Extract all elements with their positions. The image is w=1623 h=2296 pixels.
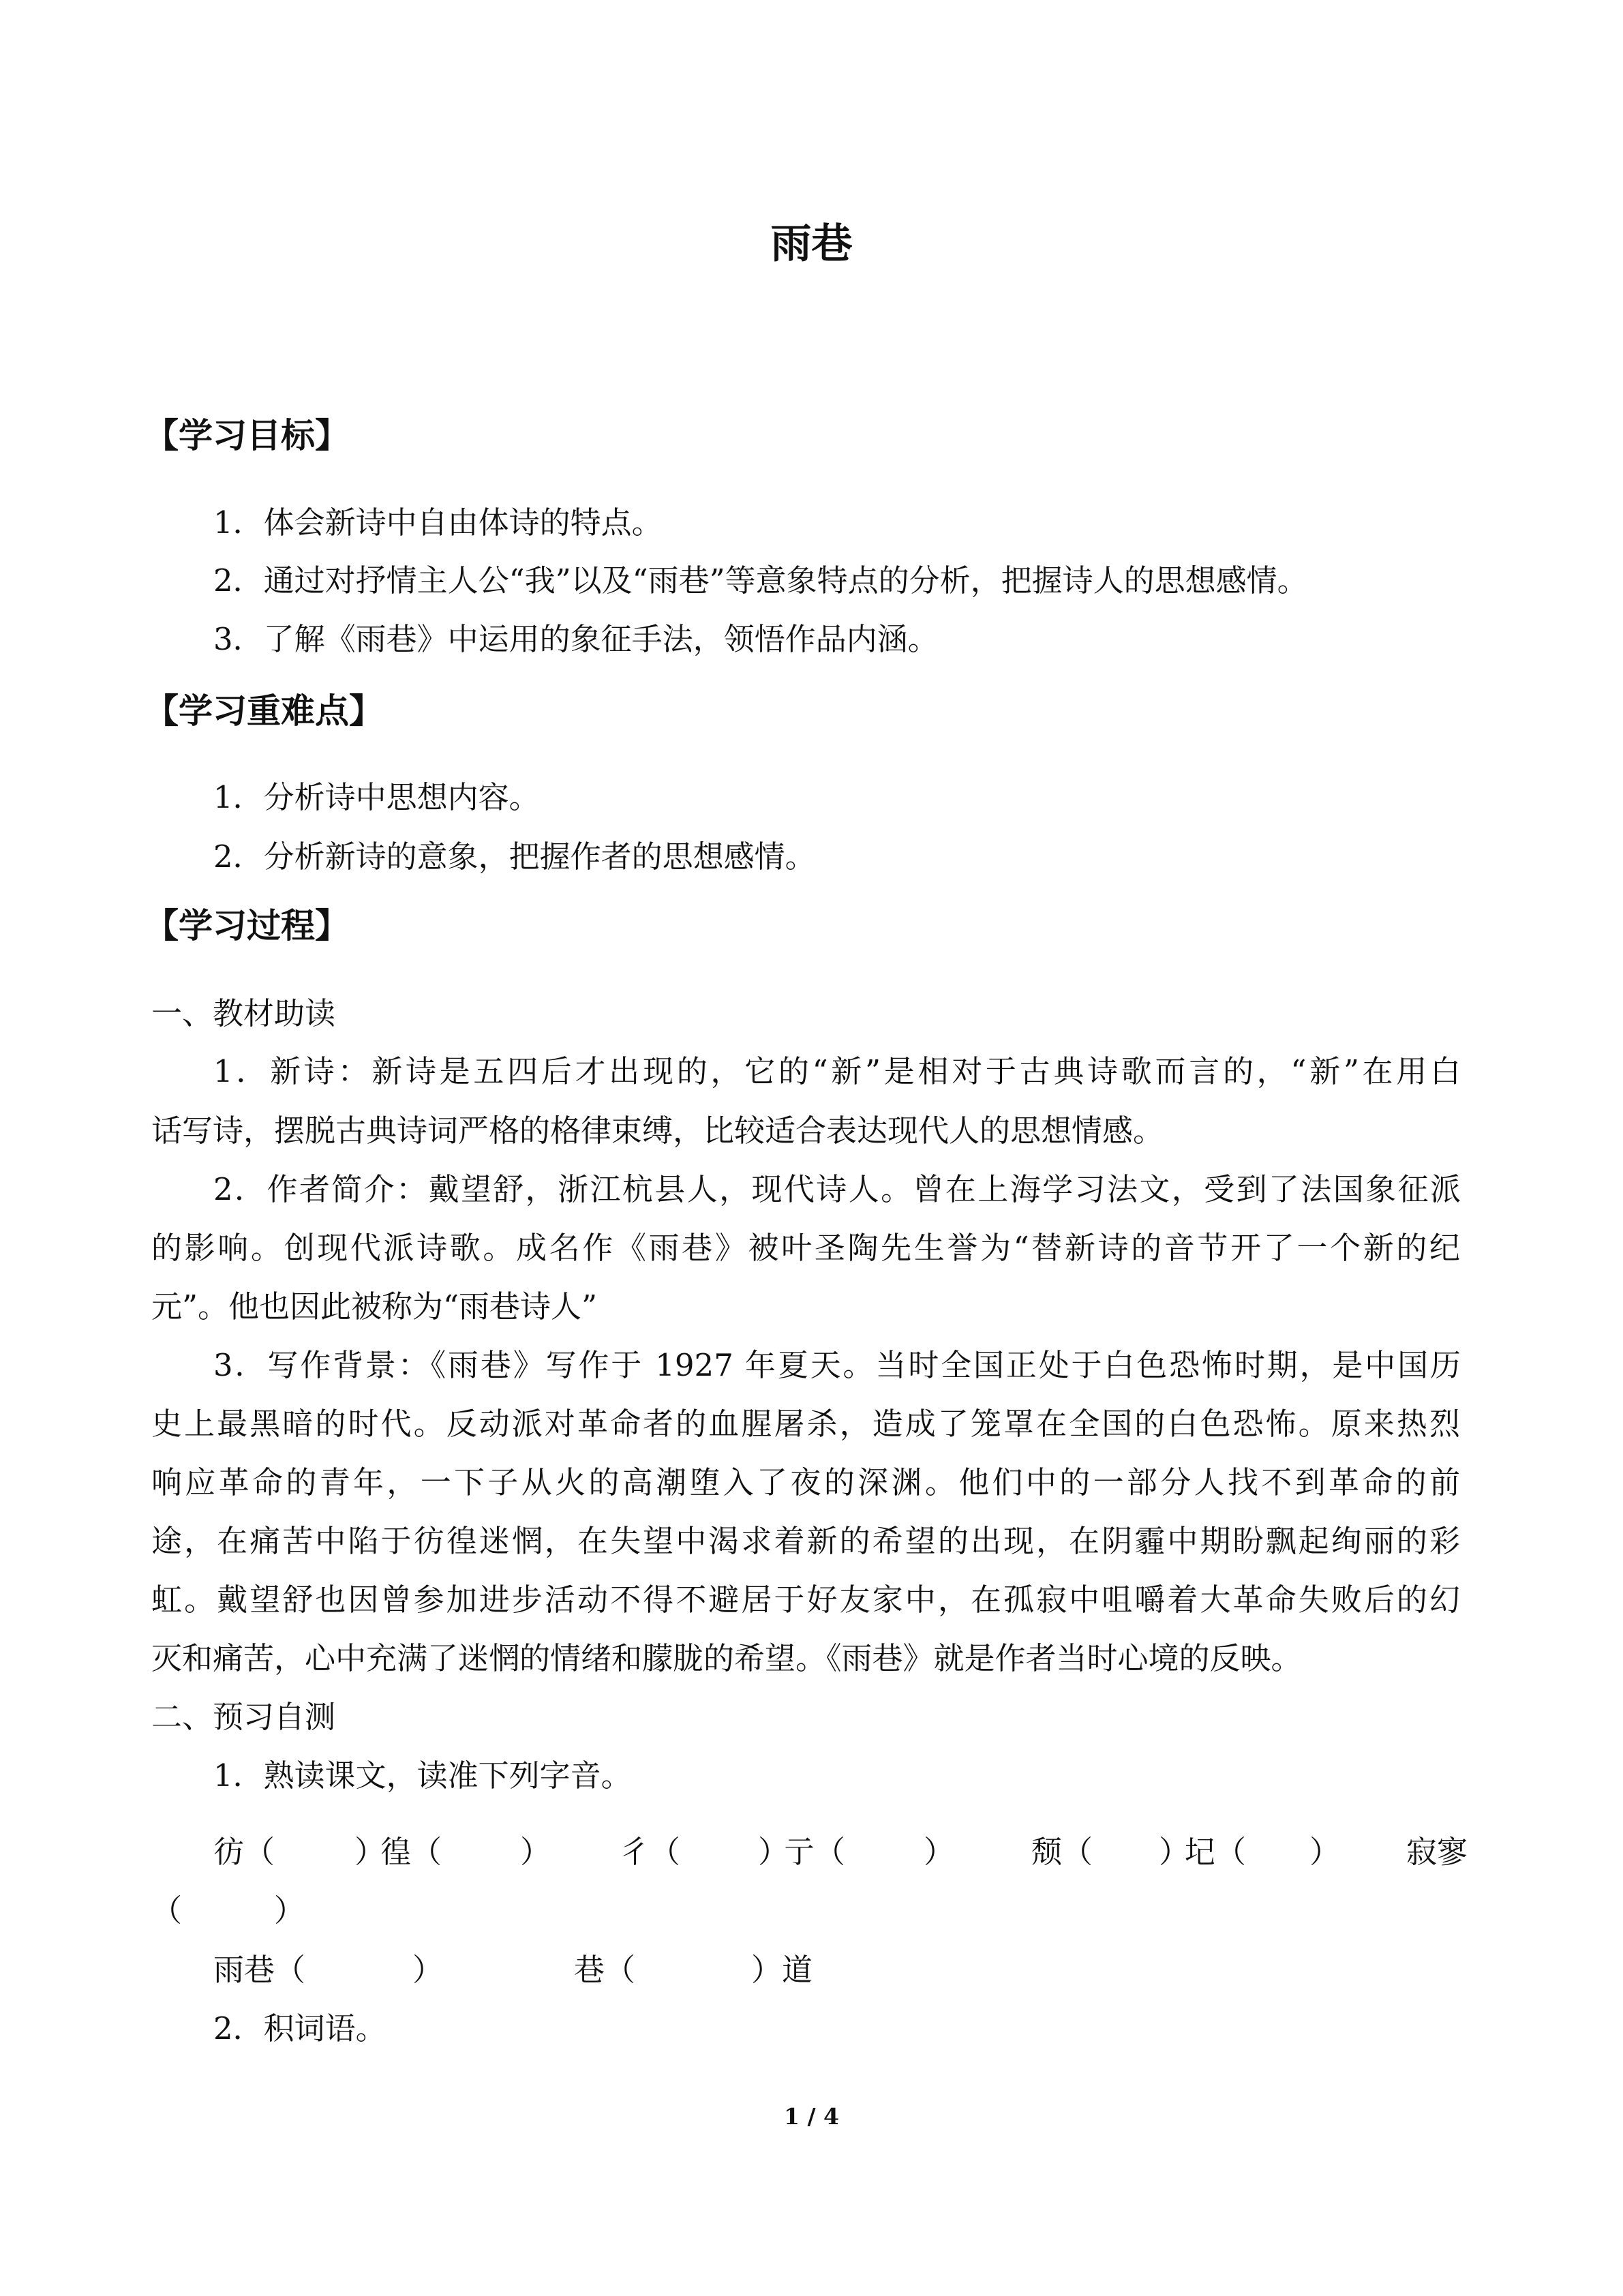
para3-line-6: 灭和痛苦，心中充满了迷惘的情绪和朦胧的希望。《雨巷》就是作者当时心境的反映。 [151,1640,1302,1676]
goals-heading: 【学习目标】 [145,416,349,455]
pron-word: 寂寥 [1406,1834,1468,1870]
pron-word: 徨（ [380,1834,442,1870]
keypoint-item-2: 2．分析新诗的意象，把握作者的思想感情。 [213,839,816,875]
goal-item-2: 2．通过对抒情主人公“我”以及“雨巷”等意象特点的分析，把握诗人的思想感情。 [213,562,1308,599]
pron-wrap-blank: （ ） [151,1892,305,1929]
process-heading: 【学习过程】 [145,906,349,946]
pron-blank-close: ） [758,1834,789,1870]
keypoints-heading: 【学习重难点】 [145,691,383,731]
para3-line-4: 途，在痛苦中陷于彷徨迷惘，在失望中渴求着新的希望的出现，在阴霾中期盼飘起绚丽的彩 [151,1523,1460,1559]
pron-word: 颓（ [1031,1834,1093,1870]
part2-title: 二、预习自测 [151,1699,336,1735]
pron-word: 亍（ [784,1834,846,1870]
pron-word: 雨巷（ [213,1952,306,1988]
part1-title: 一、教材助读 [151,995,336,1031]
para3-line-1: 3．写作背景：《雨巷》写作于 1927 年夏天。当时全国正处于白色恐怖时期，是中国历 [213,1347,1461,1383]
pron-blank-close: ） [412,1952,444,1988]
pron-word: 圮（ [1185,1834,1247,1870]
question-2: 2．积词语。 [213,2010,386,2046]
question-1: 1．熟读课文，读准下列字音。 [213,1757,632,1794]
pron-word: 彳（ [619,1834,681,1870]
pron-word: 彷（ [213,1834,275,1870]
pron-blank-close: ） [1159,1834,1190,1870]
page-number: 1 / 4 [784,2103,839,2130]
pron-word: 巷（ [574,1952,636,1988]
para1-line-1: 1．新诗：新诗是五四后才出现的，它的“新”是相对于古典诗歌而言的，“新”在用白 [213,1053,1461,1089]
para3-line-3: 响应革命的青年，一下子从火的高潮堕入了夜的深渊。他们中的一部分人找不到革命的前 [151,1464,1460,1500]
page-title: 雨巷 [770,220,853,268]
goal-item-1: 1．体会新诗中自由体诗的特点。 [213,504,663,541]
pron-blank-close: ） [1309,1834,1341,1870]
pron-blank-close: ） [354,1834,386,1870]
para1-line-2: 话写诗，摆脱古典诗词严格的格律束缚，比较适合表达现代人的思想情感。 [151,1113,1164,1149]
para3-line-5: 虹。戴望舒也因曾参加进步活动不得不避居于好友家中，在孤寂中咀嚼着大革命失败后的幻 [151,1582,1460,1618]
goal-item-3: 3．了解《雨巷》中运用的象征手法，领悟作品内涵。 [213,621,939,657]
para2-line-3: 元”。他也因此被称为“雨巷诗人” [151,1288,598,1325]
pron-blank-close: ） [924,1834,955,1870]
para3-line-2: 史上最黑暗的时代。反动派对革命者的血腥屠杀，造成了笼罩在全国的白色恐怖。原来热烈 [151,1406,1460,1442]
pron-blank-close: ） [520,1834,551,1870]
para2-line-2: 的影响。创现代派诗歌。成名作《雨巷》被叶圣陶先生誉为“替新诗的音节开了一个新的纪 [151,1230,1460,1266]
para2-line-1: 2．作者简介：戴望舒，浙江杭县人，现代诗人。曾在上海学习法文，受到了法国象征派 [213,1171,1461,1207]
pron-blank-close: ）道 [751,1952,813,1988]
keypoint-item-1: 1．分析诗中思想内容。 [213,779,540,815]
